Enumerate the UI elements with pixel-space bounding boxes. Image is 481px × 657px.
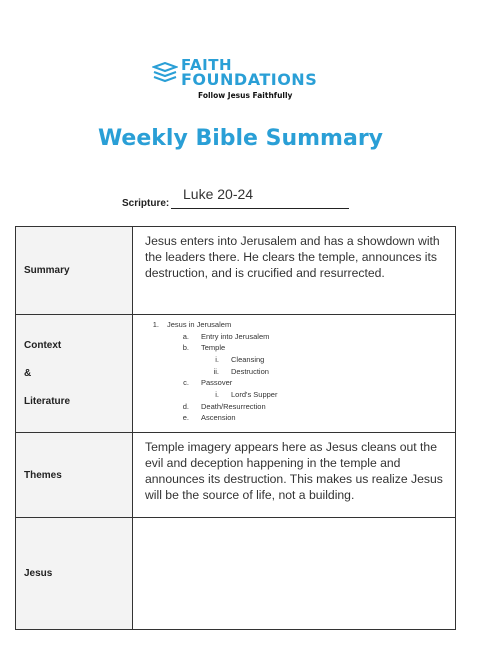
outline-text: Entry into Jerusalem bbox=[201, 331, 270, 341]
outline-item bbox=[145, 412, 445, 424]
outline-text: Lord's Supper bbox=[231, 390, 278, 400]
outline-item bbox=[145, 319, 445, 331]
outline-text: Jesus in Jerusalem bbox=[167, 319, 232, 329]
logo-line-faith: FAITH bbox=[181, 56, 233, 74]
context-outline bbox=[145, 319, 445, 424]
summary-label: Summary bbox=[16, 227, 133, 315]
outline-number: d. bbox=[182, 401, 189, 411]
outline-number: b. bbox=[182, 343, 189, 353]
context-label-ampersand: & bbox=[24, 367, 32, 379]
outline-item bbox=[145, 366, 445, 378]
outline-text: Temple bbox=[201, 343, 226, 353]
themes-cell[interactable] bbox=[133, 433, 456, 518]
themes-text: Temple imagery appears here as Jesus cleans out the evil and deception happening in the temple and announces its destruction. This makes us realize Jesus will be the source of life, not a building. bbox=[145, 440, 443, 502]
outline-text: Death/Resurrection bbox=[201, 401, 266, 411]
outline-item bbox=[145, 377, 445, 389]
outline-number: ii. bbox=[213, 366, 219, 376]
summary-row bbox=[16, 227, 456, 315]
outline-number: a. bbox=[182, 331, 189, 341]
outline-text: Ascension bbox=[201, 413, 236, 423]
logo-line-foundations: FOUNDATIONS bbox=[181, 70, 318, 89]
scripture-label: Scripture: bbox=[122, 198, 170, 209]
summary-cell[interactable] bbox=[133, 227, 456, 315]
context-label-line3: Literature bbox=[24, 395, 71, 407]
summary-text: Jesus enters into Jerusalem and has a showdown with the leaders there. He clears the temple, announces its destruction, and is crucified and resurrected. bbox=[145, 234, 440, 280]
context-cell[interactable] bbox=[133, 315, 456, 433]
logo-tagline: Follow Jesus Faithfully bbox=[198, 91, 293, 100]
outline-item bbox=[145, 354, 445, 366]
scripture-underline bbox=[171, 208, 349, 209]
outline-text: Destruction bbox=[231, 366, 269, 376]
outline-item bbox=[145, 401, 445, 413]
context-label-line1: Context bbox=[24, 339, 62, 351]
context-row bbox=[16, 315, 456, 433]
jesus-row bbox=[16, 518, 456, 630]
outline-number: i. bbox=[215, 354, 219, 364]
outline-number: e. bbox=[182, 413, 189, 423]
page-title: Weekly Bible Summary bbox=[97, 126, 384, 151]
faith-foundations-logo bbox=[152, 56, 322, 104]
outline-text: Passover bbox=[201, 378, 233, 388]
themes-row bbox=[16, 433, 456, 518]
summary-table bbox=[15, 226, 456, 630]
outline-number: c. bbox=[183, 378, 189, 388]
outline-number: 1. bbox=[152, 319, 159, 329]
outline-item bbox=[145, 389, 445, 401]
themes-label: Themes bbox=[16, 433, 133, 518]
scripture-value[interactable]: Luke 20-24 bbox=[183, 186, 254, 202]
outline-item bbox=[145, 342, 445, 354]
outline-text: Cleansing bbox=[231, 354, 265, 364]
outline-number: i. bbox=[215, 390, 219, 400]
jesus-label: Jesus bbox=[16, 518, 133, 630]
jesus-cell[interactable] bbox=[133, 518, 456, 630]
context-label bbox=[16, 315, 133, 433]
outline-item bbox=[145, 331, 445, 343]
stacked-books-icon bbox=[152, 62, 178, 84]
